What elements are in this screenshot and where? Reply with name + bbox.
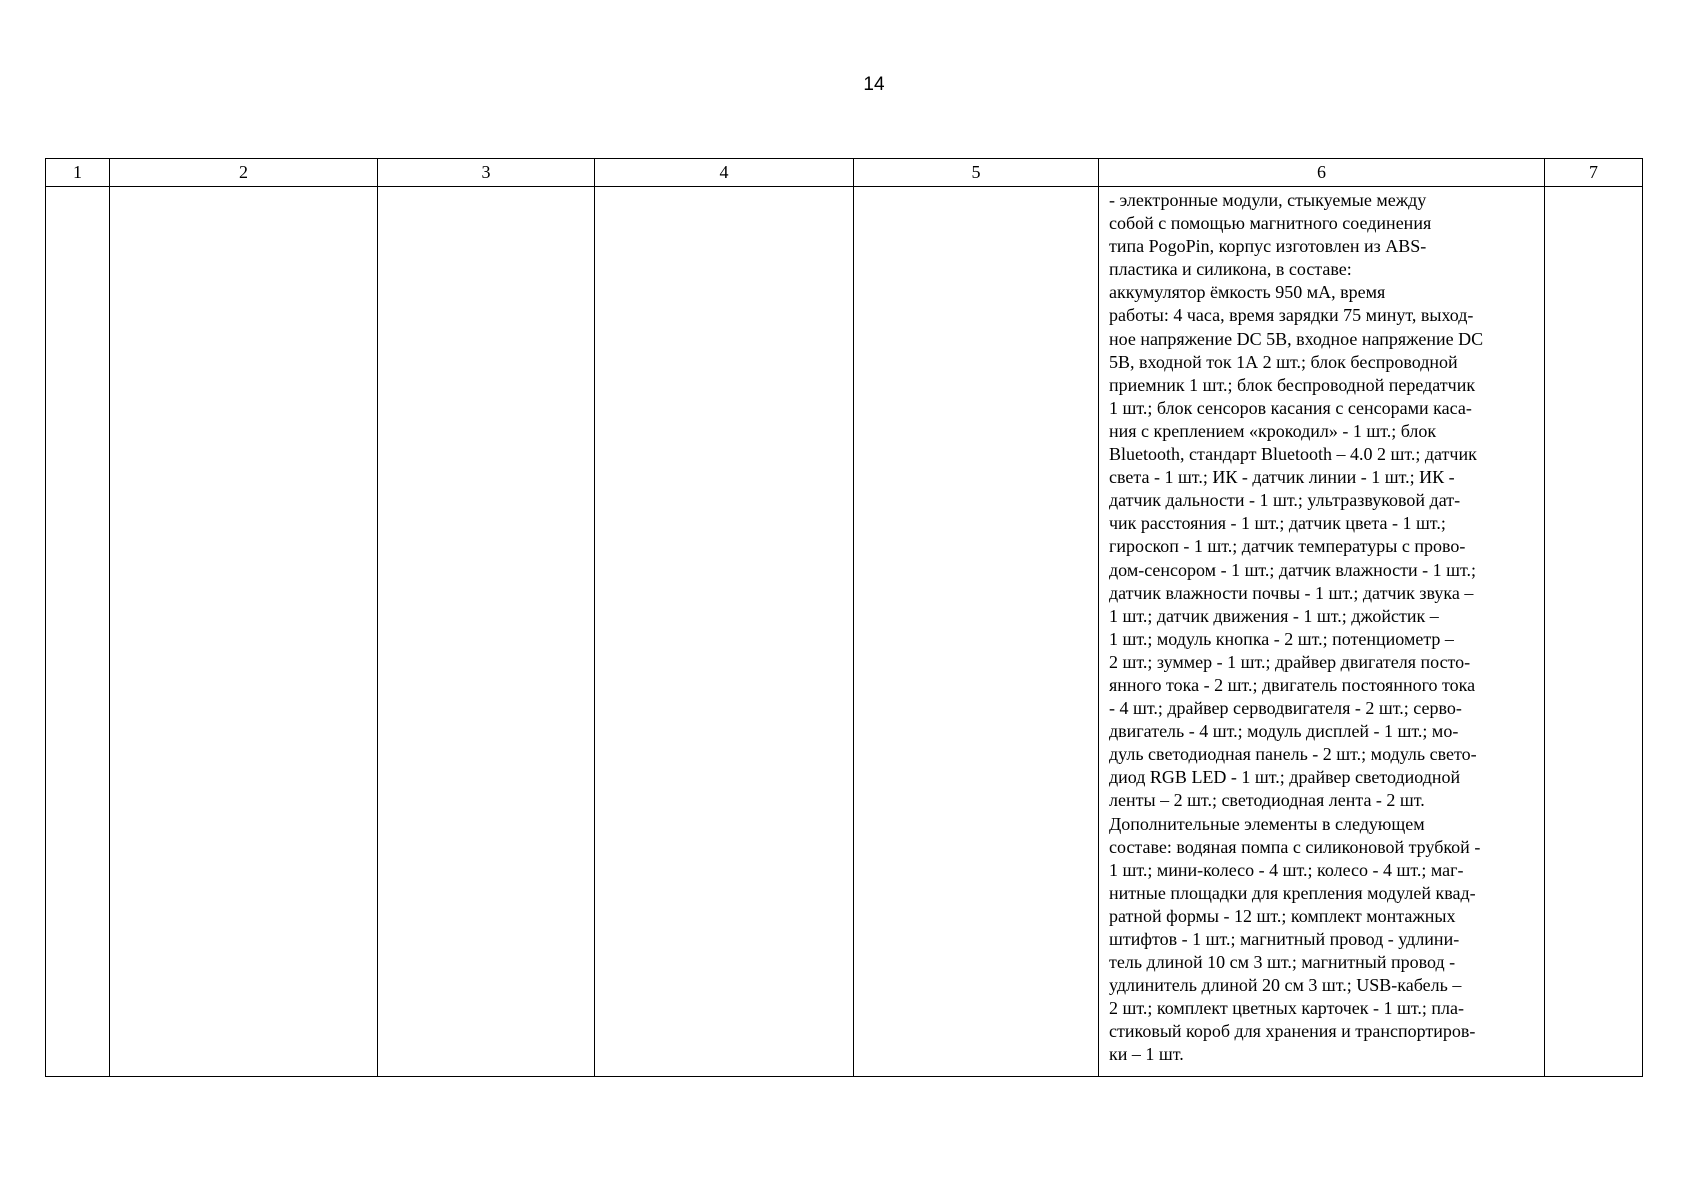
column-header-3: 3 <box>378 159 595 187</box>
description-line: удлинитель длиной 20 см 3 шт.; USB-кабель – <box>1109 975 1462 996</box>
cell-col-1 <box>46 187 110 1077</box>
cell-col-4 <box>595 187 854 1077</box>
description-line: датчик влажности почвы - 1 шт.; датчик звука – <box>1109 582 1474 603</box>
description-line: 1 шт.; датчик движения - 1 шт.; джойстик – <box>1109 605 1439 626</box>
description-line: - 4 шт.; драйвер серводвигателя - 2 шт.; серво- <box>1109 698 1462 719</box>
description-line: янного тока - 2 шт.; двигатель постоянного тока <box>1109 674 1476 695</box>
description-line: работы: 4 часа, время зарядки 75 минут, выход- <box>1109 305 1474 326</box>
description-line: 2 шт.; зуммер - 1 шт.; драйвер двигателя посто- <box>1109 651 1471 672</box>
description-line: штифтов - 1 шт.; магнитный провод - удлини- <box>1109 929 1460 949</box>
description-line: нитные площадки для крепления модулей квад- <box>1109 882 1476 903</box>
description-line: ленты – 2 шт.; светодиодная лента - 2 шт. <box>1109 790 1425 811</box>
description-line: дом-сенсором - 1 шт.; датчик влажности - 1 шт.; <box>1109 559 1477 580</box>
column-header-1: 1 <box>46 159 110 187</box>
cell-col-3 <box>378 187 595 1077</box>
cell-col-5 <box>854 187 1099 1077</box>
description-line: ки – 1 шт. <box>1109 1044 1184 1065</box>
description-line: ния с креплением «крокодил» - 1 шт.; блок <box>1109 420 1437 441</box>
description-line: - электронные модули, стыкуемые между <box>1109 190 1427 210</box>
description-line: аккумулятор ёмкость 950 мА, время <box>1109 282 1386 303</box>
description-line: собой с помощью магнитного соединения <box>1109 213 1432 234</box>
column-header-4: 4 <box>595 159 854 187</box>
description-line: стиковый короб для хранения и транспортиров- <box>1109 1021 1476 1042</box>
description-line: 1 шт.; мини-колесо - 4 шт.; колесо - 4 шт.; маг- <box>1109 859 1464 880</box>
description-line: тель длиной 10 см 3 шт.; магнитный провод - <box>1109 952 1456 973</box>
column-number-row <box>46 159 1643 187</box>
description-line: датчик дальности - 1 шт.; ультразвуковой дат- <box>1109 490 1461 511</box>
description-line: ное напряжение DC 5В, входное напряжение DC <box>1109 328 1484 349</box>
specification-table <box>45 158 1643 1077</box>
description-line: диод RGB LED - 1 шт.; драйвер светодиодной <box>1109 767 1461 788</box>
description-line: 1 шт.; блок сенсоров касания с сенсорами каса- <box>1109 397 1472 418</box>
description-line: света - 1 шт.; ИК - датчик линии - 1 шт.; ИК - <box>1109 467 1455 488</box>
column-header-6: 6 <box>1099 159 1545 187</box>
table-row <box>46 187 1643 1077</box>
description-line: чик расстояния - 1 шт.; датчик цвета - 1 шт.; <box>1109 513 1446 534</box>
description-line: приемник 1 шт.; блок беспроводной передатчик <box>1109 374 1476 395</box>
description-line: пластика и силикона, в составе: <box>1109 259 1352 280</box>
description-line: ратной формы - 12 шт.; комплект монтажных <box>1109 905 1456 926</box>
page-number: 14 <box>863 74 885 95</box>
column-header-2: 2 <box>110 159 378 187</box>
description-line: 2 шт.; комплект цветных карточек - 1 шт.; пла- <box>1109 998 1464 1019</box>
specification-description-cell <box>1099 187 1545 1077</box>
column-header-7: 7 <box>1545 159 1643 187</box>
description-line: дуль светодиодная панель - 2 шт.; модуль свето- <box>1109 744 1477 765</box>
description-line: 5В, входной ток 1А 2 шт.; блок беспроводной <box>1109 351 1458 372</box>
description-line: гироскоп - 1 шт.; датчик температуры с прово- <box>1109 536 1466 557</box>
description-line: 1 шт.; модуль кнопка - 2 шт.; потенциометр – <box>1109 628 1454 649</box>
column-header-5: 5 <box>854 159 1099 187</box>
description-line: двигатель - 4 шт.; модуль дисплей - 1 шт.; мо- <box>1109 721 1459 742</box>
description-line: Дополнительные элементы в следующем <box>1109 813 1425 834</box>
description-line: Bluetooth, стандарт Bluetooth – 4.0 2 шт.; датчик <box>1109 444 1477 465</box>
description-line: составе: водяная помпа с силиконовой трубкой - <box>1109 836 1481 857</box>
cell-col-7 <box>1545 187 1643 1077</box>
description-line: типа PogoPin, корпус изготовлен из ABS- <box>1109 236 1427 257</box>
cell-col-2 <box>110 187 378 1077</box>
